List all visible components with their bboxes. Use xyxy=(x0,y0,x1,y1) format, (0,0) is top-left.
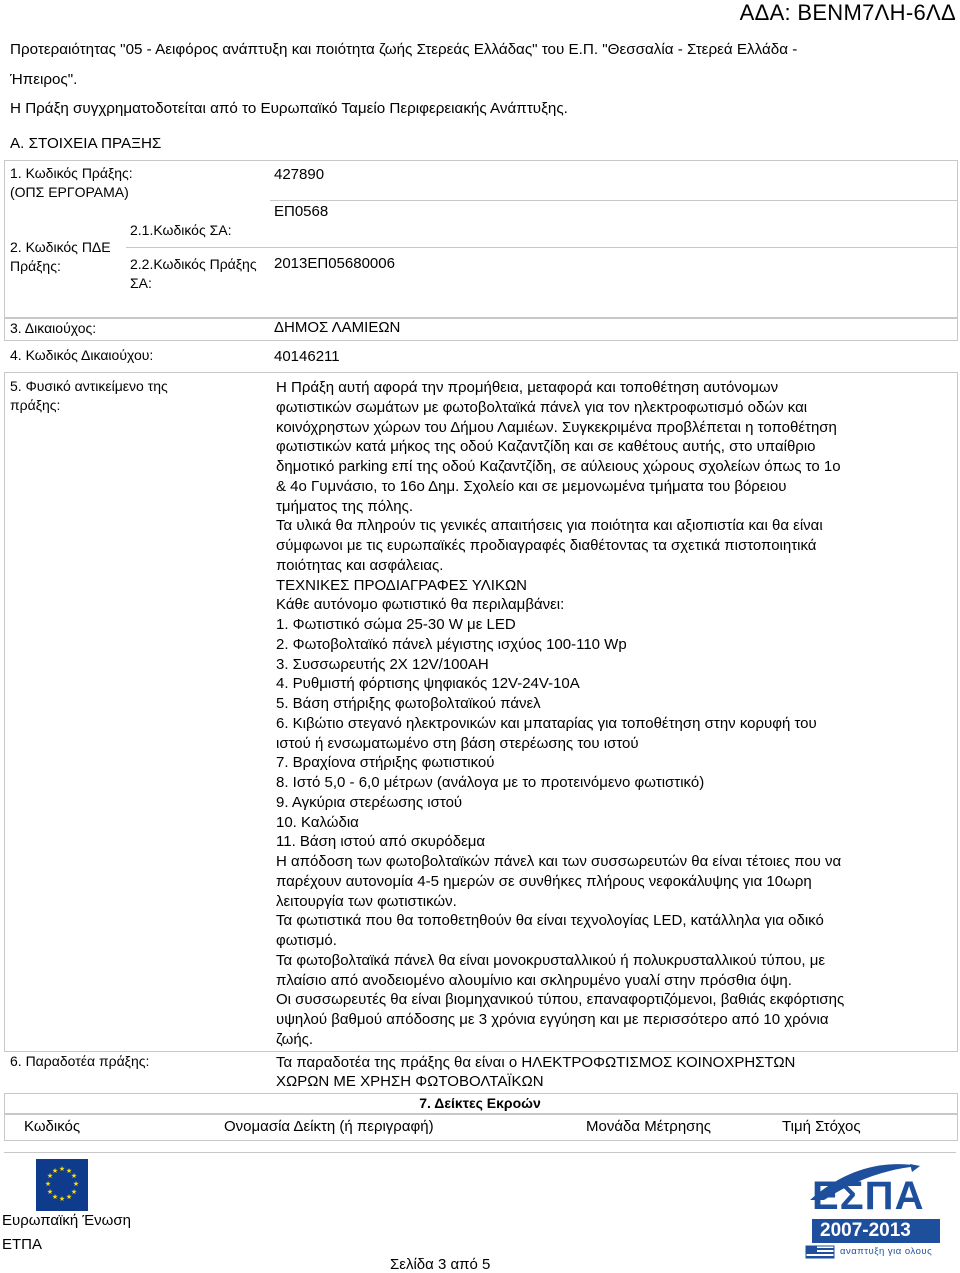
description-line: ζωής. xyxy=(276,1030,314,1048)
description-line: ΤΕΧΝΙΚΕΣ ΠΡΟΔΙΑΓΡΑΦΕΣ ΥΛΙΚΩΝ xyxy=(276,576,528,594)
description-line: 6. Κιβώτιο στεγανό ηλεκτρονικών και μπαταρίας για τοποθέτηση στην κορυφή του xyxy=(276,714,817,732)
field-2-1-value: ΕΠ0568 xyxy=(274,203,329,220)
field-1-value: 427890 xyxy=(274,166,325,183)
description-line: 8. Ιστό 5,0 - 6,0 μέτρων (ανάλογα με το προτεινόμενο φωτιστικό) xyxy=(276,774,705,791)
beneficiary-row xyxy=(4,317,958,341)
description-line: Τα φωτοβολταϊκά πάνελ θα είναι μονοκρυσταλλικού ή πολυκρυσταλλικού τύπου, με xyxy=(276,951,826,969)
intro-line-1: Προτεραιότητας "05 - Αειφόρος ανάπτυξη και ποιότητα ζωής Στερεάς Ελλάδας" του Ε.Π. "Θεσσαλία - Στερεά Ελλάδα - xyxy=(10,41,798,58)
col-header-name: Ονομασία Δείκτη (ή περιγραφή) xyxy=(224,1118,434,1135)
svg-text:★: ★ xyxy=(46,1172,54,1180)
divider xyxy=(126,247,957,248)
deliverables-label: 6. Παραδοτέα πράξης: xyxy=(10,1053,150,1069)
field-2-2-label-b: ΣΑ: xyxy=(130,275,152,291)
field-2-label-b: Πράξης: xyxy=(10,258,61,274)
description-line: 7. Βραχίονα στήριξης φωτιστικού xyxy=(276,754,495,772)
description-line: φωτιστικών κατά μήκος της οδού Καζαντζίδη και σε καθέτους αυτής, στο υπαίθριο xyxy=(276,438,816,456)
description-line: Τα υλικά θα πληρούν τις γενικές απαιτήσεις για ποιότητα και αξιοπιστία και θα είναι xyxy=(276,517,823,535)
svg-text:★: ★ xyxy=(51,1167,59,1175)
intro-line-3: Η Πράξη συγχρηματοδοτείται από το Ευρωπαϊκό Ταμείο Περιφερειακής Ανάπτυξης. xyxy=(10,100,568,117)
description-line: 3. Συσσωρευτής 2Χ 12V/100AH xyxy=(276,655,489,673)
description-line: παρέχουν αυτονομία 4-5 ημερών σε συνθήκες πλήρους νεφοκάλυψης για 10ωρη xyxy=(276,872,812,890)
field-1-label-b: (ΟΠΣ ΕΡΓΟΡΑΜΑ) xyxy=(10,184,129,200)
intro-line-2: Ήπειρος". xyxy=(10,71,78,88)
description-line: τμήματος της πόλης. xyxy=(276,497,413,515)
description-line: φωτιστικών σωμάτων με φωτοβολταϊκά πάνελ για τον ηλεκτροφωτισμό οδών και xyxy=(276,398,808,416)
espa-logo xyxy=(800,1160,950,1260)
espa-caption: αναπτυξη για ολους xyxy=(840,1246,933,1257)
svg-text:★: ★ xyxy=(46,1188,54,1196)
physical-object-label-a: 5. Φυσικό αντικείμενο της xyxy=(10,378,168,394)
description-line: ποιότητας και ασφάλειας. xyxy=(276,556,444,574)
physical-object-description xyxy=(276,378,916,1050)
description-line: κοινόχρηστων χώρων του Δήμου Λαμιέων. Συγκεκριμένα προβλέπεται η τοποθέτηση xyxy=(276,418,837,436)
divider xyxy=(270,200,957,201)
description-line: Η απόδοση των φωτοβολταϊκών πάνελ και των συσσωρευτών θα είναι τέτοιες που να xyxy=(276,853,842,870)
description-line: 2. Φωτοβολταϊκό πάνελ μέγιστης ισχύος 100-110 Wp xyxy=(276,635,627,653)
description-line: πλαίσιο από ανοδειομένο αλουμίνιο και σκληρυμένο γυαλί στην πρόσθια όψη. xyxy=(276,971,792,989)
fund-label: ΕΤΠΑ xyxy=(2,1236,43,1253)
col-header-code: Κωδικός xyxy=(24,1118,81,1135)
footer-divider xyxy=(4,1152,956,1153)
description-line: ιστού ή ενσωματωμένο στη βάση στερέωσης του ιστού xyxy=(276,734,639,752)
description-line: 4. Ρυθμιστή φόρτισης ψηφιακός 12V-24V-10A xyxy=(276,675,580,693)
svg-text:★: ★ xyxy=(58,1165,66,1173)
svg-text:★: ★ xyxy=(72,1180,80,1188)
description-line: λειτουργία των φωτιστικών. xyxy=(276,892,457,910)
beneficiary-code-label: 4. Κωδικός Δικαιούχου: xyxy=(10,347,154,363)
svg-text:★: ★ xyxy=(65,1167,73,1175)
description-line: Η Πράξη αυτή αφορά την προμήθεια, μεταφορά και τοποθέτηση αυτόνομων xyxy=(276,379,779,396)
eu-flag-icon xyxy=(36,1159,88,1211)
beneficiary-label: 3. Δικαιούχος: xyxy=(10,320,97,336)
physical-object-label-b: πράξης: xyxy=(10,397,61,413)
doc-code: ΑΔΑ: ΒΕΝΜ7ΛΗ-6ΛΔ xyxy=(739,0,956,25)
svg-text:★: ★ xyxy=(65,1193,73,1201)
field-1-label-a: 1. Κωδικός Πράξης: xyxy=(10,165,133,181)
description-line: σύμφωνοι με τις ευρωπαϊκές προδιαγραφές διαθέτοντας τα σχετικά πιστοποιητικά xyxy=(276,537,817,554)
description-line: φωτισμό. xyxy=(276,932,337,949)
field-2-1-label: 2.1.Κωδικός ΣΑ: xyxy=(130,222,232,238)
beneficiary-code-value: 40146211 xyxy=(274,348,340,365)
field-2-2-value: 2013ΕΠ05680006 xyxy=(274,255,395,272)
description-line: Τα φωτιστικά που θα τοποθετηθούν θα είναι τεχνολογίας LED, κατάλληλα για οδικό xyxy=(276,912,824,930)
svg-text:★: ★ xyxy=(51,1193,59,1201)
description-line: 5. Βάση στήριξης φωτοβολταϊκού πάνελ xyxy=(276,695,541,712)
description-line: 11. Βάση ιστού από σκυρόδεμα xyxy=(276,833,486,851)
section-title: Α. ΣΤΟΙΧΕΙΑ ΠΡΑΞΗΣ xyxy=(10,135,162,152)
description-line: 9. Αγκύρια στερέωσης ιστού xyxy=(276,793,463,811)
description-line: υψηλού βαθμού απόδοσης με 3 χρόνια εγγύηση και με περισσότερο από 10 χρόνια xyxy=(276,1011,829,1028)
deliverables-value-a: Τα παραδοτέα της πράξης θα είναι ο ΗΛΕΚΤΡΟΦΩΤΙΣΜΟΣ ΚΟΙΝΟΧΡΗΣΤΩΝ xyxy=(276,1054,796,1071)
field-2-label-a: 2. Κωδικός ΠΔΕ xyxy=(10,239,111,255)
espa-word: ΕΣΠΑ xyxy=(812,1174,925,1218)
page-number: Σελίδα 3 από 5 xyxy=(390,1256,491,1273)
svg-text:★: ★ xyxy=(44,1180,52,1188)
svg-text:★: ★ xyxy=(58,1195,66,1203)
field-2-2-label-a: 2.2.Κωδικός Πράξης xyxy=(130,256,257,272)
svg-text:★: ★ xyxy=(70,1188,78,1196)
description-line: Οι συσσωρευτές θα είναι βιομηχανικού τύπου, επαναφορτιζόμενοι, βαθιάς εκφόρτισης xyxy=(276,991,845,1009)
espa-years: 2007-2013 xyxy=(820,1220,911,1241)
description-line: Κάθε αυτόνομο φωτιστικό θα περιλαμβάνει: xyxy=(276,596,565,614)
eu-label: Ευρωπαϊκή Ένωση xyxy=(2,1212,131,1229)
col-header-target: Τιμή Στόχος xyxy=(782,1118,861,1135)
col-header-unit: Μονάδα Μέτρησης xyxy=(586,1118,712,1135)
deliverables-value-b: ΧΩΡΩΝ ΜΕ ΧΡΗΣΗ ΦΩΤΟΒΟΛΤΑΪΚΩΝ xyxy=(276,1073,544,1090)
beneficiary-value: ΔΗΜΟΣ ΛΑΜΙΕΩΝ xyxy=(274,319,401,336)
indicators-title: 7. Δείκτες Εκροών xyxy=(419,1095,541,1111)
description-line: 10. Καλώδια xyxy=(276,813,359,831)
svg-text:★: ★ xyxy=(70,1172,78,1180)
description-line: 1. Φωτιστικό σώμα 25-30 W με LED xyxy=(276,616,516,633)
description-line: & 4ο Γυμνάσιο, το 16ο Δημ. Σχολείο και σε μεμονωμένα τμήματα του βόρειου xyxy=(276,477,787,495)
description-line: δημοτικό parking επί της οδού Καζαντζίδη, σε αύλειους χώρους σχολείων όπως το 1ο xyxy=(276,458,841,475)
